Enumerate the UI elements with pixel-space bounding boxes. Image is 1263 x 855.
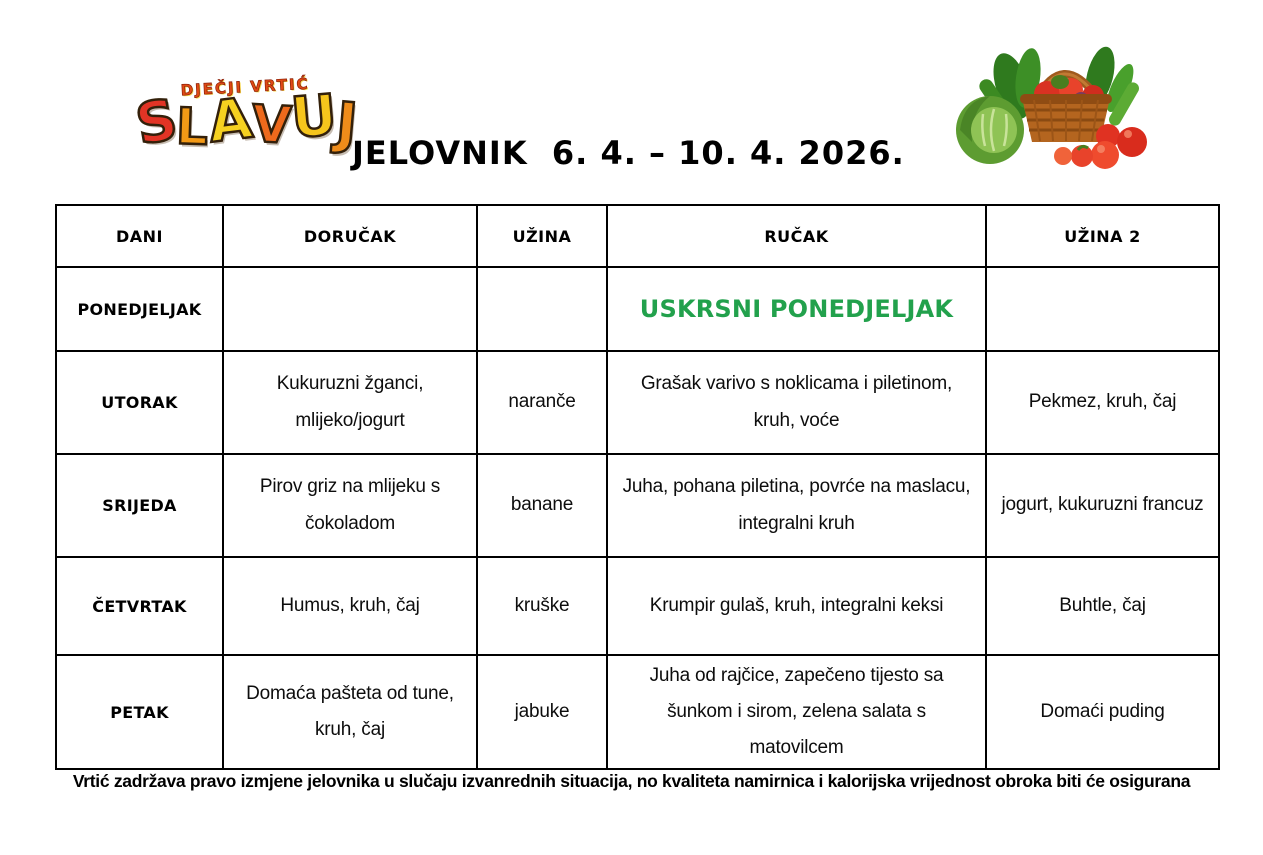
uzina2-cell: jogurt, kukuruzni francuz <box>986 454 1219 557</box>
table-row-petak <box>56 655 1219 769</box>
rucak-cell: Grašak varivo s noklicama i piletinom, kruh, voće <box>607 351 986 454</box>
uzina2-cell: Buhtle, čaj <box>986 557 1219 655</box>
slavuj-logo <box>131 74 360 159</box>
day-cell: ČETVRTAK <box>56 557 223 655</box>
col-header-uzina2: UŽINA 2 <box>986 205 1219 267</box>
dorucak-cell: Domaća pašteta od tune, kruh, čaj <box>223 655 477 769</box>
table-header-row <box>56 205 1219 267</box>
table-row-ponedjeljak <box>56 267 1219 351</box>
uzina-cell: banane <box>477 454 607 557</box>
footer-note: Vrtić zadržava pravo izmjene jelovnika u slučaju izvanrednih situacija, no kvaliteta namirnica i kalorijska vrijednost obroka biti će osigurana <box>72 771 1191 791</box>
holiday-note-cell: USKRSNI PONEDJELJAK <box>607 267 986 351</box>
dorucak-cell: Humus, kruh, čaj <box>223 557 477 655</box>
table-row-cetvrtak <box>56 557 1219 655</box>
day-cell: SRIJEDA <box>56 454 223 557</box>
dorucak-cell: Kukuruzni žganci, mlijeko/jogurt <box>223 351 477 454</box>
menu-table <box>55 204 1220 770</box>
dorucak-cell: Pirov griz na mlijeku s čokoladom <box>223 454 477 557</box>
uzina-cell: jabuke <box>477 655 607 769</box>
uzina2-cell <box>986 267 1219 351</box>
rucak-cell: Juha, pohana piletina, povrće na maslacu, integralni kruh <box>607 454 986 557</box>
rucak-cell: Krumpir gulaš, kruh, integralni keksi <box>607 557 986 655</box>
table-row-srijeda <box>56 454 1219 557</box>
uzina2-cell: Domaći puding <box>986 655 1219 769</box>
col-header-dani: DANI <box>56 205 223 267</box>
vegetable-basket-image <box>950 38 1165 178</box>
col-header-dorucak: DORUČAK <box>223 205 477 267</box>
uzina-cell: kruške <box>477 557 607 655</box>
logo-subtitle: DJEČJI VRTIĆ <box>180 74 310 100</box>
uzina-cell <box>477 267 607 351</box>
uzina2-cell: Pekmez, kruh, čaj <box>986 351 1219 454</box>
logo-title: SLAVUJ <box>131 82 360 159</box>
uzina-cell: naranče <box>477 351 607 454</box>
rucak-cell: Juha od rajčice, zapečeno tijesto sa šunkom i sirom, zelena salata s matovilcem <box>607 655 986 769</box>
table-row-utorak <box>56 351 1219 454</box>
col-header-rucak: RUČAK <box>607 205 986 267</box>
dorucak-cell <box>223 267 477 351</box>
col-header-uzina: UŽINA <box>477 205 607 267</box>
page-title: JELOVNIK 6. 4. – 10. 4. 2026. <box>352 134 905 172</box>
day-cell: PONEDJELJAK <box>56 267 223 351</box>
day-cell: UTORAK <box>56 351 223 454</box>
day-cell: PETAK <box>56 655 223 769</box>
